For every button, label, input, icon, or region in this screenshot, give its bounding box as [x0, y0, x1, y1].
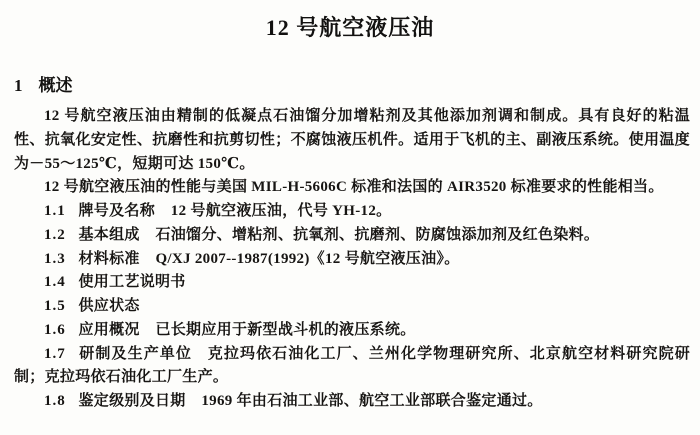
item-label: 材料标准 — [78, 250, 140, 267]
numbered-item-1-6 — [14, 319, 690, 343]
numbered-item-1-8 — [14, 390, 690, 414]
intro-paragraph: 12 号航空液压油由精制的低凝点石油馏分加增粘剂及其他添加剂调和制成。具有良好的粘温性、抗氧化安定性、抗磨性和抗剪切性；不腐蚀液压机件。适用于飞机的主、副液压系统。使用温度为－55～125℃，短期可达 150℃。 — [14, 108, 690, 172]
document-body — [14, 105, 690, 414]
item-content: Q/XJ 2007--1987(1992)《12 号航空液压油》。 — [155, 250, 460, 267]
standards-comparison-paragraph: 12 号航空液压油的性能与美国 MIL-H-5606C 标准和法国的 AIR3520 标准要求的性能相当。 — [44, 179, 664, 196]
item-number: 1.3 — [44, 250, 66, 267]
numbered-item-1-3 — [14, 248, 690, 272]
numbered-item-1-2 — [14, 224, 690, 248]
item-number: 1.8 — [44, 393, 66, 409]
numbered-item-1-5 — [14, 295, 690, 319]
item-label: 牌号及名称 — [78, 203, 156, 219]
section-title: 概述 — [38, 76, 73, 95]
section-number: 1 — [14, 76, 23, 95]
item-number: 1.5 — [44, 298, 66, 314]
section-heading — [14, 75, 700, 96]
item-label: 研制及生产单位 — [78, 345, 193, 362]
item-number: 1.1 — [44, 203, 66, 219]
item-label: 使用工艺说明书 — [78, 274, 186, 291]
item-label: 基本组成 — [78, 226, 140, 243]
item-label: 供应状态 — [78, 298, 140, 314]
item-content: 1969 年由石油工业部、航空工业部联合鉴定通过。 — [201, 393, 543, 409]
item-number: 1.2 — [44, 226, 66, 243]
numbered-item-1-4 — [14, 271, 690, 295]
numbered-item-1-7 — [14, 343, 690, 391]
item-content: 克拉玛依石油化工厂、兰州化学物理研究所、北京航空材料研究院研制；克拉玛依石油化工厂生产。 — [14, 345, 690, 386]
item-number: 1.4 — [44, 274, 66, 291]
item-content: 12 号航空液压油，代号 YH-12。 — [170, 203, 392, 219]
item-number: 1.7 — [44, 345, 66, 362]
item-label: 应用概况 — [78, 321, 140, 338]
item-label: 鉴定级别及日期 — [78, 393, 186, 409]
document-title: 12 号航空液压油 — [265, 15, 435, 40]
numbered-item-1-1 — [14, 200, 690, 224]
item-content: 石油馏分、增粘剂、抗氧剂、抗磨剂、防腐蚀添加剂及红色染料。 — [155, 226, 600, 243]
item-number: 1.6 — [44, 321, 66, 338]
item-content: 已长期应用于新型战斗机的液压系统。 — [155, 321, 416, 338]
